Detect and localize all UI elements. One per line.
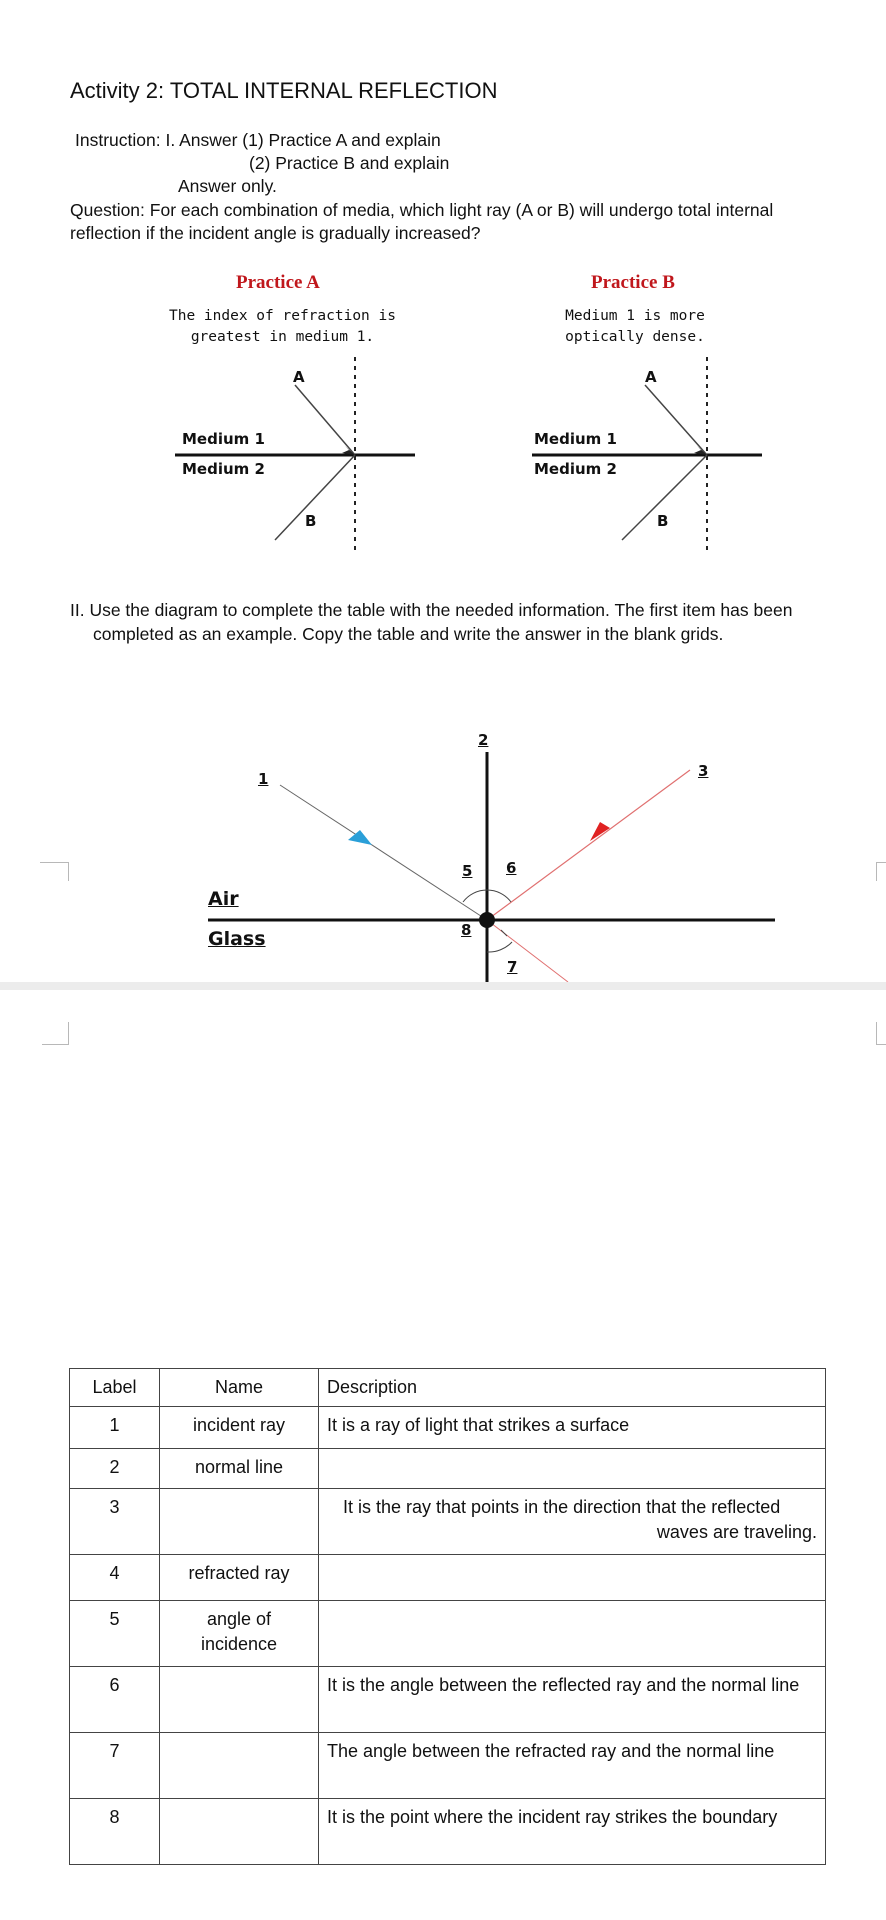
practice-a-label-b: B: [305, 512, 317, 530]
practice-b-label-a: A: [645, 368, 657, 386]
page-corner-mark: [42, 1022, 69, 1045]
practice-a-medium-2: Medium 2: [182, 460, 265, 478]
table-header-label: Label: [70, 1369, 160, 1407]
practice-b-label-b: B: [657, 512, 669, 530]
question-line-1: Question: For each combination of media, which light ray (A or B) will undergo total internal: [70, 200, 774, 220]
row-label: 6: [70, 1667, 160, 1733]
practice-a-ray-a: [295, 385, 355, 455]
angle-of-refraction-arc: [487, 942, 512, 952]
diagram-label-7: 7: [507, 958, 518, 976]
page-corner-mark: [876, 1022, 886, 1045]
row-label: 2: [70, 1449, 160, 1489]
row-name-blank[interactable]: [160, 1733, 319, 1799]
diagram-label-2: 2: [478, 731, 489, 749]
practice-a-label-a: A: [293, 368, 305, 386]
reflection-diagram: [0, 730, 886, 985]
row-description-blank[interactable]: [319, 1449, 826, 1489]
practice-a-desc-line2: greatest in medium 1.: [190, 329, 375, 345]
glass-label: Glass: [208, 928, 266, 950]
page-corner-mark: [876, 862, 886, 881]
practice-b-ray-a: [645, 385, 707, 455]
table-row: [70, 1449, 826, 1489]
table-row: [70, 1601, 826, 1667]
row-description: It is the ray that points in the direction that the reflected waves are traveling.: [319, 1489, 826, 1555]
part2-line-2: completed as an example. Copy the table and write the answer in the blank grids.: [93, 624, 724, 644]
angle-of-reflection-arc: [487, 890, 511, 902]
row-label: 4: [70, 1555, 160, 1601]
angle-of-incidence-arc: [463, 890, 487, 902]
table-row: [70, 1407, 826, 1449]
instruction-line-1: Instruction: I. Answer (1) Practice A and explain: [75, 130, 441, 150]
diagram-label-8: 8: [461, 921, 472, 939]
practice-a-title: Practice A: [236, 272, 320, 293]
diagram-label-1: 1: [258, 770, 269, 788]
refracted-ray: [487, 920, 568, 982]
row-description: The angle between the refracted ray and the normal line: [319, 1733, 826, 1799]
practice-b-medium-1: Medium 1: [534, 430, 617, 448]
practice-b-title: Practice B: [591, 272, 675, 293]
row-name-blank[interactable]: [160, 1799, 319, 1865]
row-name-blank[interactable]: [160, 1489, 319, 1555]
row-description-blank[interactable]: [319, 1601, 826, 1667]
row-description: It is the point where the incident ray strikes the boundary: [319, 1799, 826, 1865]
table-row: [70, 1799, 826, 1865]
page-title: Activity 2: TOTAL INTERNAL REFLECTION: [70, 78, 498, 103]
question-line-2: reflection if the incident angle is gradually increased?: [70, 223, 481, 243]
practice-b-desc-line2: optically dense.: [565, 329, 705, 345]
row-label: 8: [70, 1799, 160, 1865]
row-name-blank[interactable]: [160, 1667, 319, 1733]
table-row: [70, 1555, 826, 1601]
row-label: 3: [70, 1489, 160, 1555]
page-corner-mark: [40, 862, 69, 881]
row-description: It is a ray of light that strikes a surface: [319, 1407, 826, 1449]
diagram-label-3: 3: [698, 762, 709, 780]
table-row: [70, 1733, 826, 1799]
answer-table: [69, 1368, 826, 1865]
practice-b-description: [520, 306, 750, 348]
row-description-blank[interactable]: [319, 1555, 826, 1601]
incident-ray: [280, 785, 487, 920]
table-header-description: Description: [319, 1369, 826, 1407]
practice-a-medium-1: Medium 1: [182, 430, 265, 448]
page-break: [0, 982, 886, 990]
practice-b-medium-2: Medium 2: [534, 460, 617, 478]
table-row: [70, 1489, 826, 1555]
practice-a-desc-line1: The index of refraction is: [169, 308, 396, 324]
table-header-name: Name: [160, 1369, 319, 1407]
row-name: angle of incidence: [160, 1601, 319, 1667]
row-description: It is the angle between the reflected ray and the normal line: [319, 1667, 826, 1733]
row-label: 1: [70, 1407, 160, 1449]
angle-7-tick: [501, 930, 507, 936]
reflected-ray: [487, 770, 690, 920]
table-header-row: [70, 1369, 826, 1407]
diagram-label-5: 5: [462, 862, 473, 880]
table-row: [70, 1667, 826, 1733]
row-name: normal line: [160, 1449, 319, 1489]
row-label: 5: [70, 1601, 160, 1667]
row-name: refracted ray: [160, 1555, 319, 1601]
row-name: incident ray: [160, 1407, 319, 1449]
diagram-label-6: 6: [506, 859, 517, 877]
air-label: Air: [208, 888, 239, 910]
instruction-line-3: Answer only.: [178, 176, 277, 196]
part2-line-1: II. Use the diagram to complete the table with the needed information. The first item has been: [70, 600, 793, 620]
instruction-line-2: (2) Practice B and explain: [249, 153, 450, 173]
practice-b-desc-line1: Medium 1 is more: [565, 308, 705, 324]
point-of-incidence: [479, 912, 495, 928]
row-label: 7: [70, 1733, 160, 1799]
practice-a-description: [150, 306, 415, 348]
